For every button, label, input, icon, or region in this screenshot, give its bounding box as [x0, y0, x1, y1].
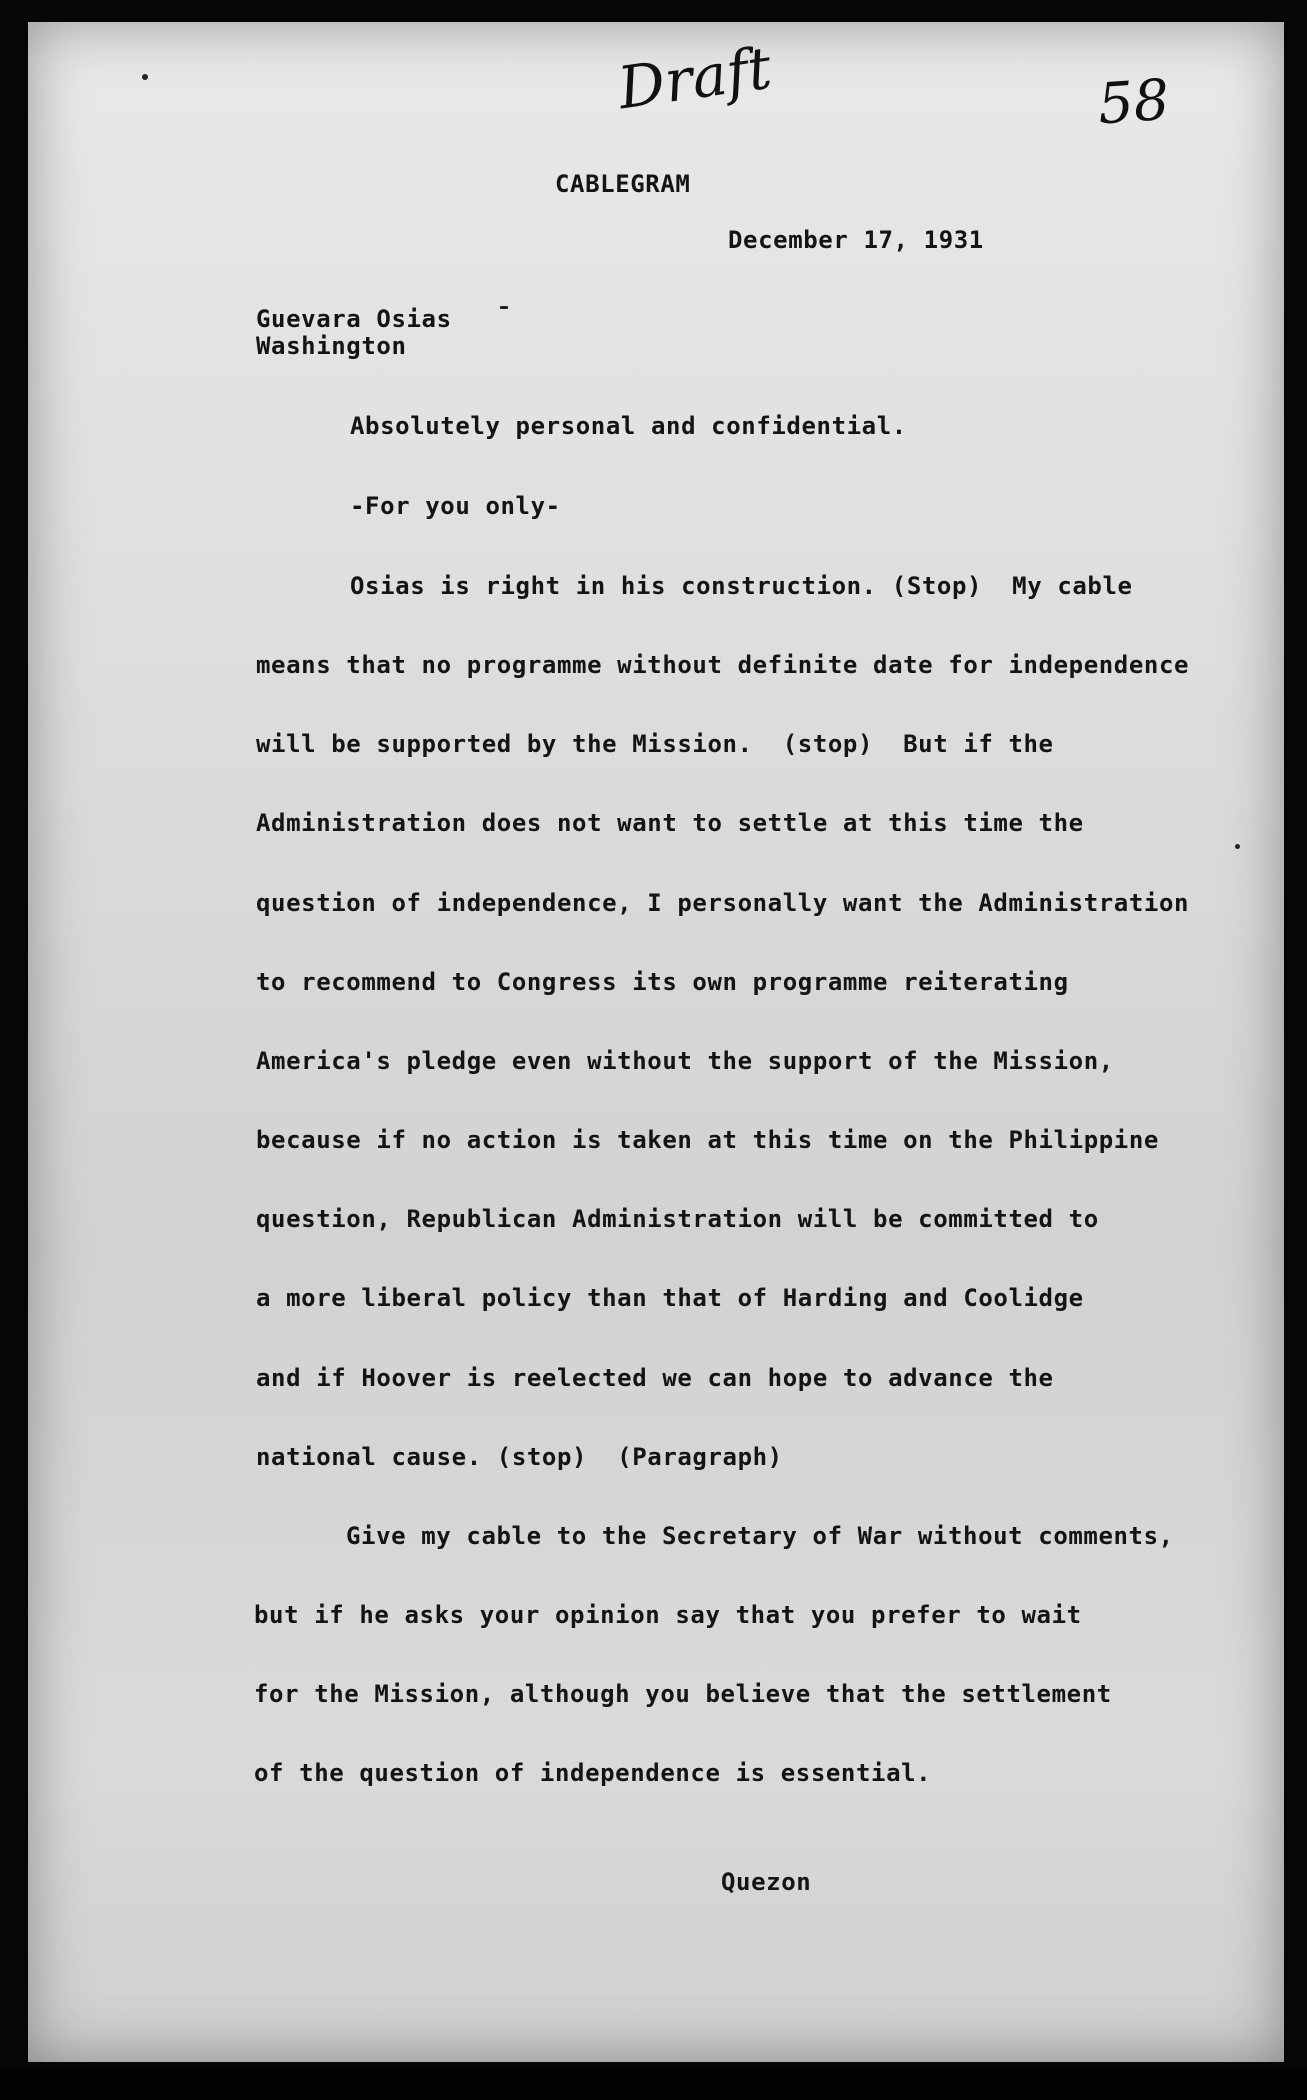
body-line: a more liberal policy than that of Harding and Coolidge: [256, 1284, 1084, 1312]
confidential-note: Absolutely personal and confidential.: [350, 412, 907, 440]
body-line: because if no action is taken at this time on the Philippine: [256, 1126, 1159, 1154]
addressee-city: Washington: [256, 332, 407, 360]
paper-speck: [142, 74, 148, 80]
restriction-note: -For you only-: [350, 492, 561, 520]
body-line: question of independence, I personally want the Administration: [256, 889, 1190, 917]
paper-speck: [500, 306, 508, 309]
paper-speck: [1235, 844, 1240, 849]
body-line: America's pledge even without the support of the Mission,: [256, 1047, 1114, 1075]
body-line: for the Mission, although you believe that the settlement: [254, 1680, 1112, 1708]
scan-bottom-strip: [0, 2070, 1307, 2100]
body-line: but if he asks your opinion say that you prefer to wait: [254, 1601, 1082, 1629]
document-page: [28, 22, 1284, 2062]
page-number-handwritten: 58: [1095, 67, 1172, 138]
body-line: national cause. (stop) (Paragraph): [256, 1443, 783, 1471]
body-line: of the question of independence is essential.: [254, 1759, 932, 1787]
document-date: December 17, 1931: [728, 226, 984, 254]
addressee-name: Guevara Osias: [256, 305, 452, 333]
body-line: to recommend to Congress its own programme reiterating: [256, 968, 1069, 996]
body-line: Give my cable to the Secretary of War without comments,: [346, 1522, 1174, 1550]
signature: Quezon: [721, 1868, 812, 1896]
body-line: question, Republican Administration will be committed to: [256, 1205, 1099, 1233]
body-line: means that no programme without definite date for independence: [256, 651, 1190, 679]
body-line: will be supported by the Mission. (stop) But if the: [256, 730, 1054, 758]
document-title: CABLEGRAM: [555, 170, 691, 198]
body-line: and if Hoover is reelected we can hope to advance the: [256, 1364, 1054, 1392]
body-line: Osias is right in his construction. (Stop) My cable: [350, 572, 1133, 600]
body-line: Administration does not want to settle at this time the: [256, 809, 1084, 837]
draft-handwritten-mark: Draft: [614, 33, 776, 123]
